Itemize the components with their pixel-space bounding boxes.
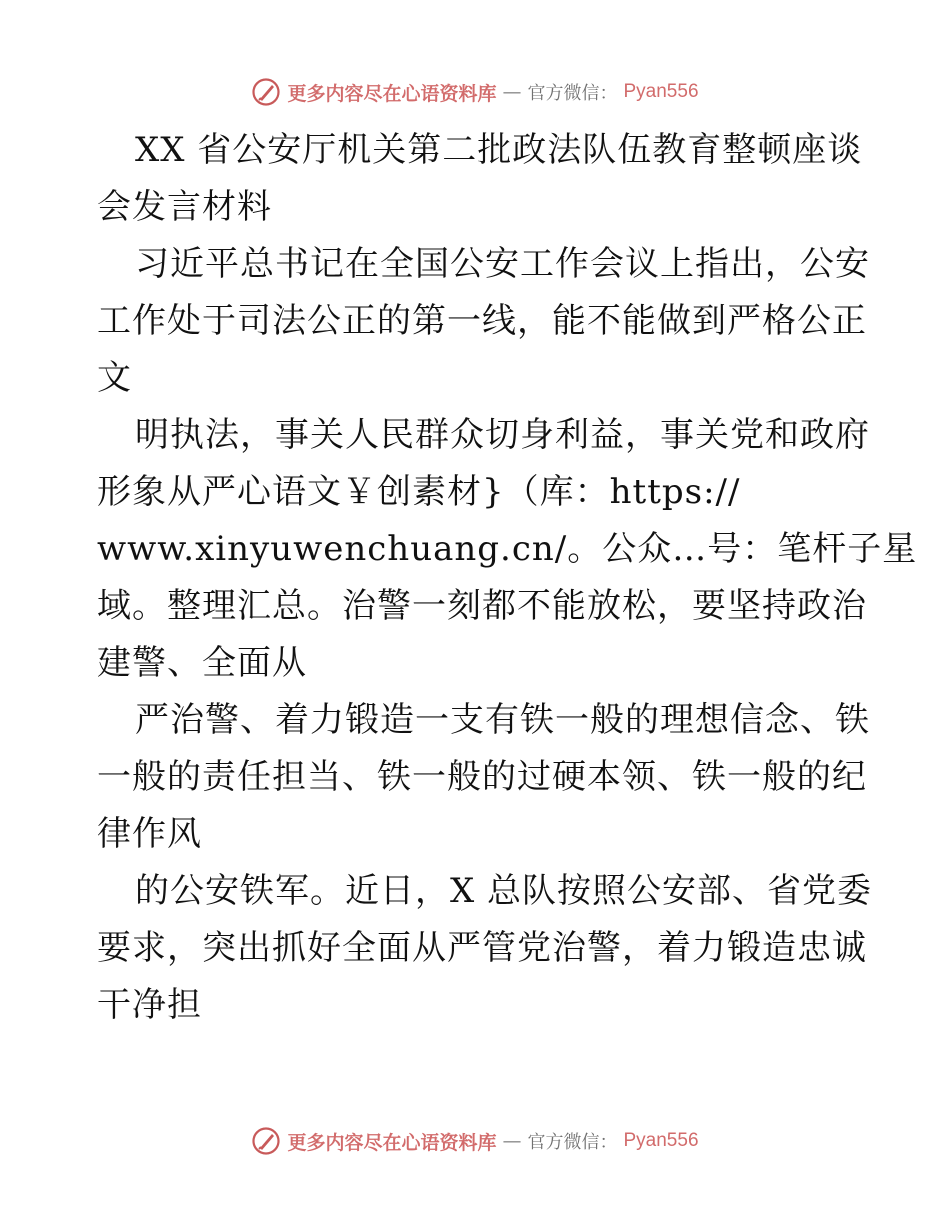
quill-logo-icon (251, 77, 281, 107)
title-line-2: 会发言材料 (97, 187, 272, 227)
body-line: 明执法，事关人民群众切身利益，事关党和政府 (135, 415, 870, 455)
body-line: 要求，突出抓好全面从严管党治警，着力锻造忠诚 (97, 928, 867, 968)
watermark-footer (0, 1121, 950, 1161)
watermark-header (0, 72, 950, 112)
body-line: www.xinyuwenchuang.cn/。公众…号：笔杆子星 (97, 529, 918, 569)
body-line: 的公安铁军。近日，X 总队按照公安部、省党委 (135, 871, 873, 911)
body-line: 文 (97, 358, 132, 398)
body-line: 习近平总书记在全国公安工作会议上指出，公安 (135, 244, 870, 284)
watermark-wechat-id: Pyan556 (623, 81, 699, 102)
body-line: 严治警、着力锻造一支有铁一般的理想信念、铁 (135, 700, 870, 740)
body-line: 域。整理汇总。治警一刻都不能放松，要坚持政治 (97, 586, 867, 626)
quill-logo-icon (251, 1126, 281, 1156)
watermark-separator: — (502, 1130, 522, 1152)
watermark-sub-text: 官方微信： (527, 1132, 618, 1153)
watermark-wechat-id: Pyan556 (623, 1130, 699, 1151)
watermark-separator: — (502, 81, 522, 103)
body-line: 工作处于司法公正的第一线，能不能做到严格公正 (97, 301, 867, 341)
document-body (97, 122, 918, 1034)
body-line: 干净担 (97, 985, 202, 1025)
body-line: 律作风 (97, 814, 202, 854)
body-line: 一般的责任担当、铁一般的过硬本领、铁一般的纪 (97, 757, 867, 797)
watermark-main-text: 更多内容尽在心语资料库 (287, 82, 497, 105)
title-line-1: XX 省公安厅机关第二批政法队伍教育整顿座谈 (135, 130, 863, 170)
body-line: 建警、全面从 (97, 643, 307, 683)
watermark-sub-text: 官方微信： (527, 83, 618, 104)
body-line: 形象从严心语文￥创素材}（库：https:// (97, 472, 741, 512)
watermark-main-text: 更多内容尽在心语资料库 (287, 1131, 497, 1154)
